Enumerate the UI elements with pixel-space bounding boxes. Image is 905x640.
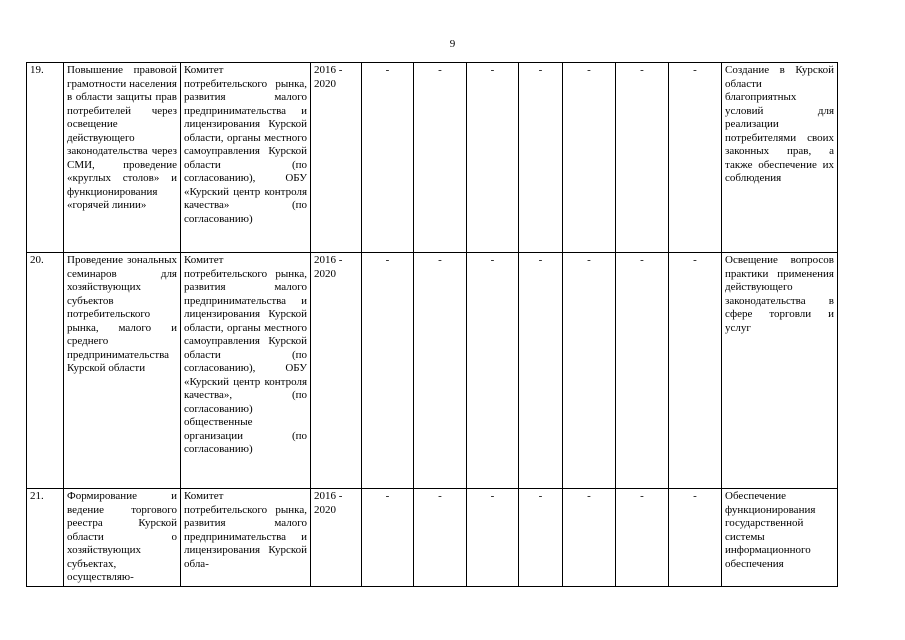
- funding-cell: -: [519, 253, 563, 489]
- funding-cell: -: [362, 63, 414, 253]
- row-number: 21.: [27, 489, 64, 587]
- funding-cell: -: [519, 489, 563, 587]
- funding-cell: -: [362, 489, 414, 587]
- years-cell: 2016 - 2020: [311, 253, 362, 489]
- result-cell: Обеспечение функционирования государственной системы информационного обеспечения: [722, 489, 838, 587]
- funding-cell: -: [563, 63, 616, 253]
- result-cell: Создание в Курской области благоприятных условий для реализации потребителями своих законных прав, а также обеспечение их соблюдения: [722, 63, 838, 253]
- result-cell: Освещение вопросов практики применения действующего законодательства в сфере торговли и услуг: [722, 253, 838, 489]
- executors-cell: Комитет потребительского рынка, развития малого предпринимательства и лицензирования Курской области, органы местного самоуправления Курской области (по согласованию), ОБУ «Курский центр контроля качества» (по согласованию): [181, 63, 311, 253]
- action-cell: Проведение зональных семинаров для хозяйствующих субъектов потребительского рынка, малого и среднего предпринимательства Курской области: [64, 253, 181, 489]
- executors-cell: Комитет потребительского рынка, развития малого предпринимательства и лицензирования Курской обла-: [181, 489, 311, 587]
- row-number: 20.: [27, 253, 64, 489]
- years-cell: 2016 - 2020: [311, 489, 362, 587]
- executors-cell: Комитет потребительского рынка, развития малого предпринимательства и лицензирования Курской области, органы местного самоуправления Курской области (по согласованию), ОБУ «Курский центр контроля качества», (по согласованию) общественные организации (по согласованию): [181, 253, 311, 489]
- funding-cell: -: [616, 489, 669, 587]
- table-row: [27, 253, 838, 489]
- funding-cell: -: [616, 253, 669, 489]
- page-number: 9: [449, 38, 456, 50]
- funding-cell: -: [519, 63, 563, 253]
- funding-cell: -: [414, 63, 467, 253]
- funding-cell: -: [616, 63, 669, 253]
- funding-cell: -: [467, 253, 519, 489]
- funding-cell: -: [563, 489, 616, 587]
- table-row: [27, 63, 838, 253]
- table-row: [27, 489, 838, 587]
- funding-cell: -: [563, 253, 616, 489]
- funding-cell: -: [362, 253, 414, 489]
- funding-cell: -: [467, 63, 519, 253]
- plan-table: [26, 62, 838, 587]
- funding-cell: -: [467, 489, 519, 587]
- funding-cell: -: [669, 489, 722, 587]
- funding-cell: -: [669, 63, 722, 253]
- funding-cell: -: [669, 253, 722, 489]
- funding-cell: -: [414, 489, 467, 587]
- funding-cell: -: [414, 253, 467, 489]
- row-number: 19.: [27, 63, 64, 253]
- years-cell: 2016 - 2020: [311, 63, 362, 253]
- action-cell: Формирование и ведение торгового реестра Курской области о хозяйствующих субъектах, осуществляю-: [64, 489, 181, 587]
- action-cell: Повышение правовой грамотности населения в области защиты прав потребителей через освещение действующего законодательства через СМИ, проведение «круглых столов» и функционирования «горячей линии»: [64, 63, 181, 253]
